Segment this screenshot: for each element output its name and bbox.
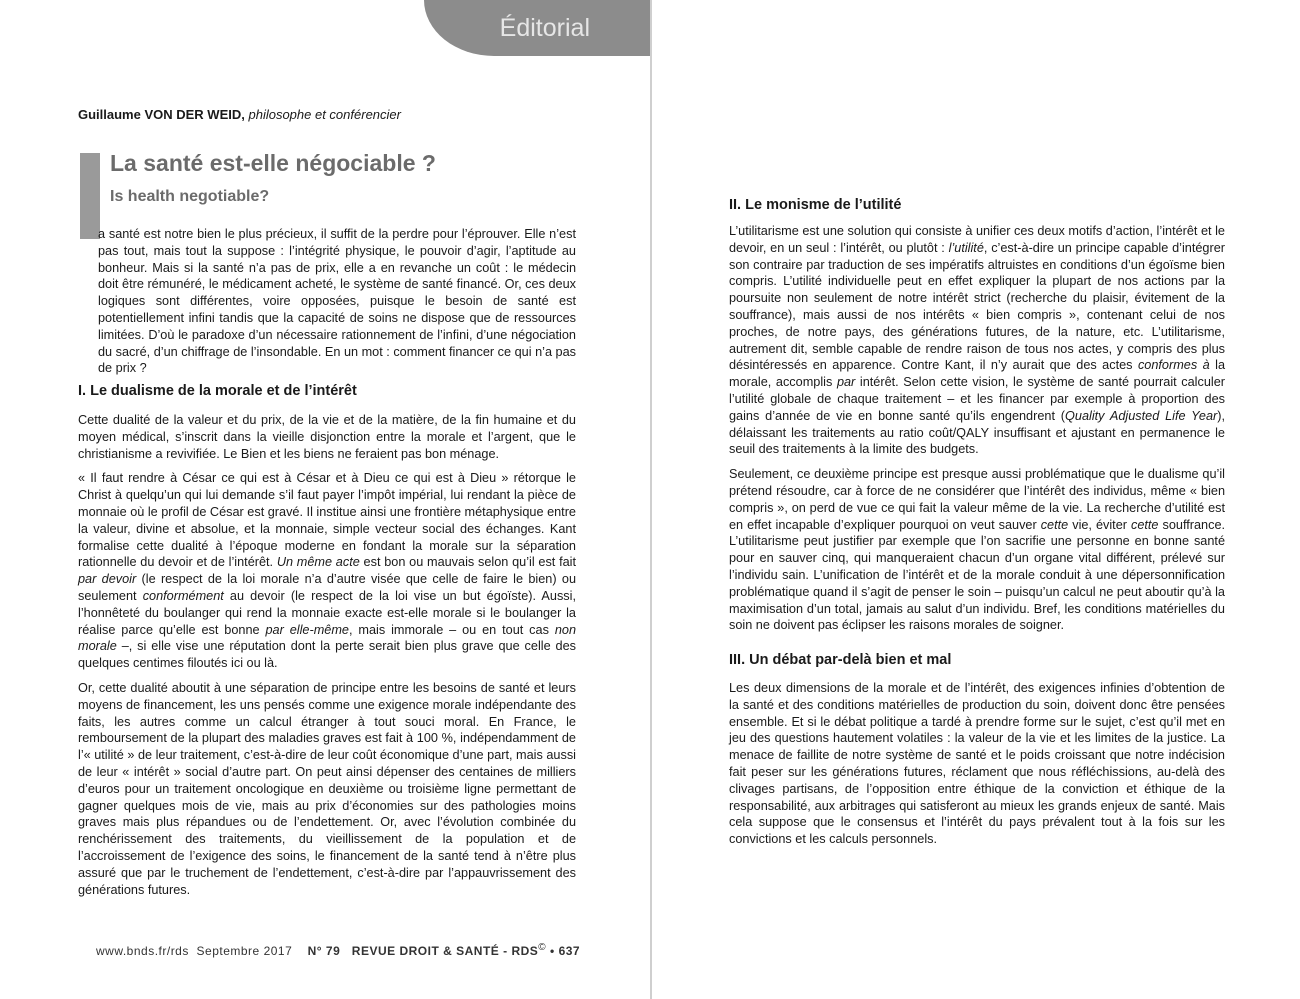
section-1-body xyxy=(78,412,576,906)
dropcap-letter: L xyxy=(80,213,97,243)
section-2-heading: II. Le monisme de l’utilité xyxy=(729,197,902,213)
section-2-p2: Seulement, ce deuxième principe est presque aussi problématique que le dualisme qu’il prétend résoudre, car à force de ne considérer que l’intérêt des individus, même « bien compris », on perd de vue ce qui fait la valeur même de la vie. La recherche d’utilité est en effet incapable d’expliquer pourquoi on veut sauver cette vie, éviter cette souffrance. L’utilitarisme peut justifier par exemple que l’on sacrifie une personne en bonne santé pour en sauver cinq, qui manqueraient chacun d’un organe vital différent, prélevé sur l’individu sain. L’unification de l’intérêt et de la morale conduit à une dépersonnification problématique quand il s’agit de penser le soin – puisqu’un calcul ne peut aboutir qu’à la maximisation d’un total, jamais au salut d’un individu. Bref, les conditions matérielles du soin ne doivent pas éclipser les raisons morales de soigner. xyxy=(729,467,1226,633)
section-1-p3: Or, cette dualité aboutit à une séparation de principe entre les besoins de santé et leurs moyens de financement, les uns pensés comme une exigence morale indépendante des faits, les autres comme un calcul étranger à tout souci moral. En France, le remboursement de la plupart des maladies graves est fait à 100 %, indépendamment de l’« utilité » de leur traitement, c’est-à-dire de leur coût économique d’une part, mais aussi de leur « intérêt » social d’autre part. On peut ainsi dépenser des centaines de milliers d’euros pour un traitement oncologique en deuxième ou troisième ligne permettant de gagner quelques mois de vie, mais au prix d’économies sur des pathologies moins graves mais plus répandues ou de l’endettement. Or, avec l’évolution combinée du renchérissement des traitements, du vieillissement de la population et de l’accroissement de l’exigence des soins, le financement de la santé tend à n’être plus assuré que par le truchement de l’endettement, c’est-à-dire par l’appauvrissement des générations futures. xyxy=(78,680,576,897)
author-role: philosophe et conférencier xyxy=(248,107,401,122)
page-footer xyxy=(96,942,580,958)
editorial-label: Éditorial xyxy=(499,14,590,42)
author-line xyxy=(78,107,401,122)
author-name: Guillaume VON DER WEID, xyxy=(78,107,245,122)
section-3-p1: Les deux dimensions de la morale et de l’intérêt, des exigences infinies d’obtention de la santé et des conditions matérielles de production du soin, doivent donc être pensées ensemble. Et si le débat politique a tardé à prendre forme sur le sujet, c’est qu’il met en jeu des questions hautement volatiles : la valeur de la vie et les limites de la justice. La menace de faillite de notre système de santé et le poids croissant que notre indécision fait peser sur les générations futures, réclament que nous réfléchissions, au-delà des clivages partisans, de l’opposition entre éthique de la conviction et éthique de la responsabilité, aux arbitrages qui satisferont au mieux les grands enjeux de santé. Mais cela suppose que le consensus et l’intérêt du pays prévalent tout à la fois sur les convictions et les calculs personnels. xyxy=(729,681,1225,847)
footer-issue: N° 79 xyxy=(307,944,341,958)
footer-bullet: • xyxy=(550,944,555,958)
article-subtitle: Is health negotiable? xyxy=(110,188,270,205)
footer-journal: REVUE DROIT & SANTÉ - RDS xyxy=(351,944,539,958)
footer-date: Septembre 2017 xyxy=(196,944,293,958)
intro-text: a santé est notre bien le plus précieux, il suffit de la perdre pour l’éprouver. Elle n’est pas tout, mais tout la suppose : l’intégrité physique, le pouvoir d’agir, l’aptitude au bonheur. Mais si la santé n’a pas de prix, elle a en revanche un coût : le médecin doit être rémunéré, le médicament acheté, le système de santé financé. Or, ces deux logiques sont différentes, voire opposées, puisque le besoin de santé est potentiellement infini tandis que la capacité de soins ne dispose que de ressources limitées. D’où le paradoxe d’un nécessaire rationnement de l’infini, d’une négociation du sacré, d’un chiffrage de l’insondable. En un mot : comment financer ce qui n’a pas de prix ? xyxy=(98,227,576,376)
section-1-heading: I. Le dualisme de la morale et de l’intérêt xyxy=(78,383,357,399)
section-3-body xyxy=(729,680,1225,856)
intro-paragraph xyxy=(98,226,576,385)
article-title: La santé est-elle négociable ? xyxy=(110,150,436,176)
footer-reg: © xyxy=(538,942,547,953)
section-2-p1: L’utilitarisme est une solution qui consiste à unifier ces deux motifs d’action, l’intérêt et le devoir, en un seul : l’intérêt, ou plutôt : l’utilité, c’est-à-dire un principe capable d’intégrer son contraire par traduction de ses impératifs altruistes en conditions d’un égoïsme bien compris. L’utilité individuelle peut en effet expliquer la plupart de nos actions par la poursuite non seulement de notre intérêt strict (recherche du plaisir, évitement de la souffrance), mais aussi de nos intérêts « bien compris », contenant celui de nos proches, de notre pays, des générations futures, de la nature, etc. L’utilitarisme, autrement dit, semble capable de rendre raison de tous nos actes, y compris des plus désintéressés en apparence. Contre Kant, il n’y aurait que des actes conformes à la morale, accomplis par intérêt. Selon cette vision, le système de santé pourrait calculer l’utilité globale de chaque traitement – et les financer par exemple à proportion des gains d’année de vie en bonne santé qu’ils engendrent (Quality Adjusted Life Year), délaissant les traitements au ratio coût/QALY insuffisant et ajustant en permanence le seuil des traitements à la limite des budgets. xyxy=(729,224,1225,457)
footer-page: 637 xyxy=(558,944,581,958)
section-3-heading: III. Un débat par-delà bien et mal xyxy=(729,652,952,668)
page-divider xyxy=(650,0,652,999)
editorial-tab xyxy=(424,0,650,56)
section-1-p2: « Il faut rendre à César ce qui est à César et à Dieu ce qui est à Dieu » rétorque le Christ à quelqu’un qui lui demande s’il faut payer l’impôt impérial, lui rendant la pièce de monnaie où le profil de César est gravé. Il institue ainsi une frontière métaphysique entre la valeur, divine et absolue, et la monnaie, simple vecteur social des échanges. Kant formalise cette dualité à l’époque moderne en fondant la morale sur la séparation rationnelle du devoir et de l’intérêt. Un même acte est bon ou mauvais selon qu’il est fait par devoir (le respect de la loi morale n’a d’autre visée que celle de faire le bien) ou seulement conformément au devoir (le respect de la loi vise un but égoïste). Aussi, l’honnêteté du boulanger qui rend la monnaie exacte est-elle morale si le boulanger la réalise parce qu’elle est bonne par elle-même, mais immorale – ou en tout cas non morale –, si elle vise une réputation dont la perte serait bien plus grave que celle des quelques centimes filoutés ici ou là. xyxy=(78,471,577,671)
footer-url: www.bnds.fr/rds xyxy=(96,944,189,958)
section-2-body xyxy=(729,223,1225,642)
section-1-p1: Cette dualité de la valeur et du prix, de la vie et de la matière, de la fin humaine et du moyen médical, s’inscrit dans la vieille disjonction entre la morale et l’argent, que le christianisme a revivifiée. Le Bien et les biens ne feraient pas bon ménage. xyxy=(78,413,576,461)
